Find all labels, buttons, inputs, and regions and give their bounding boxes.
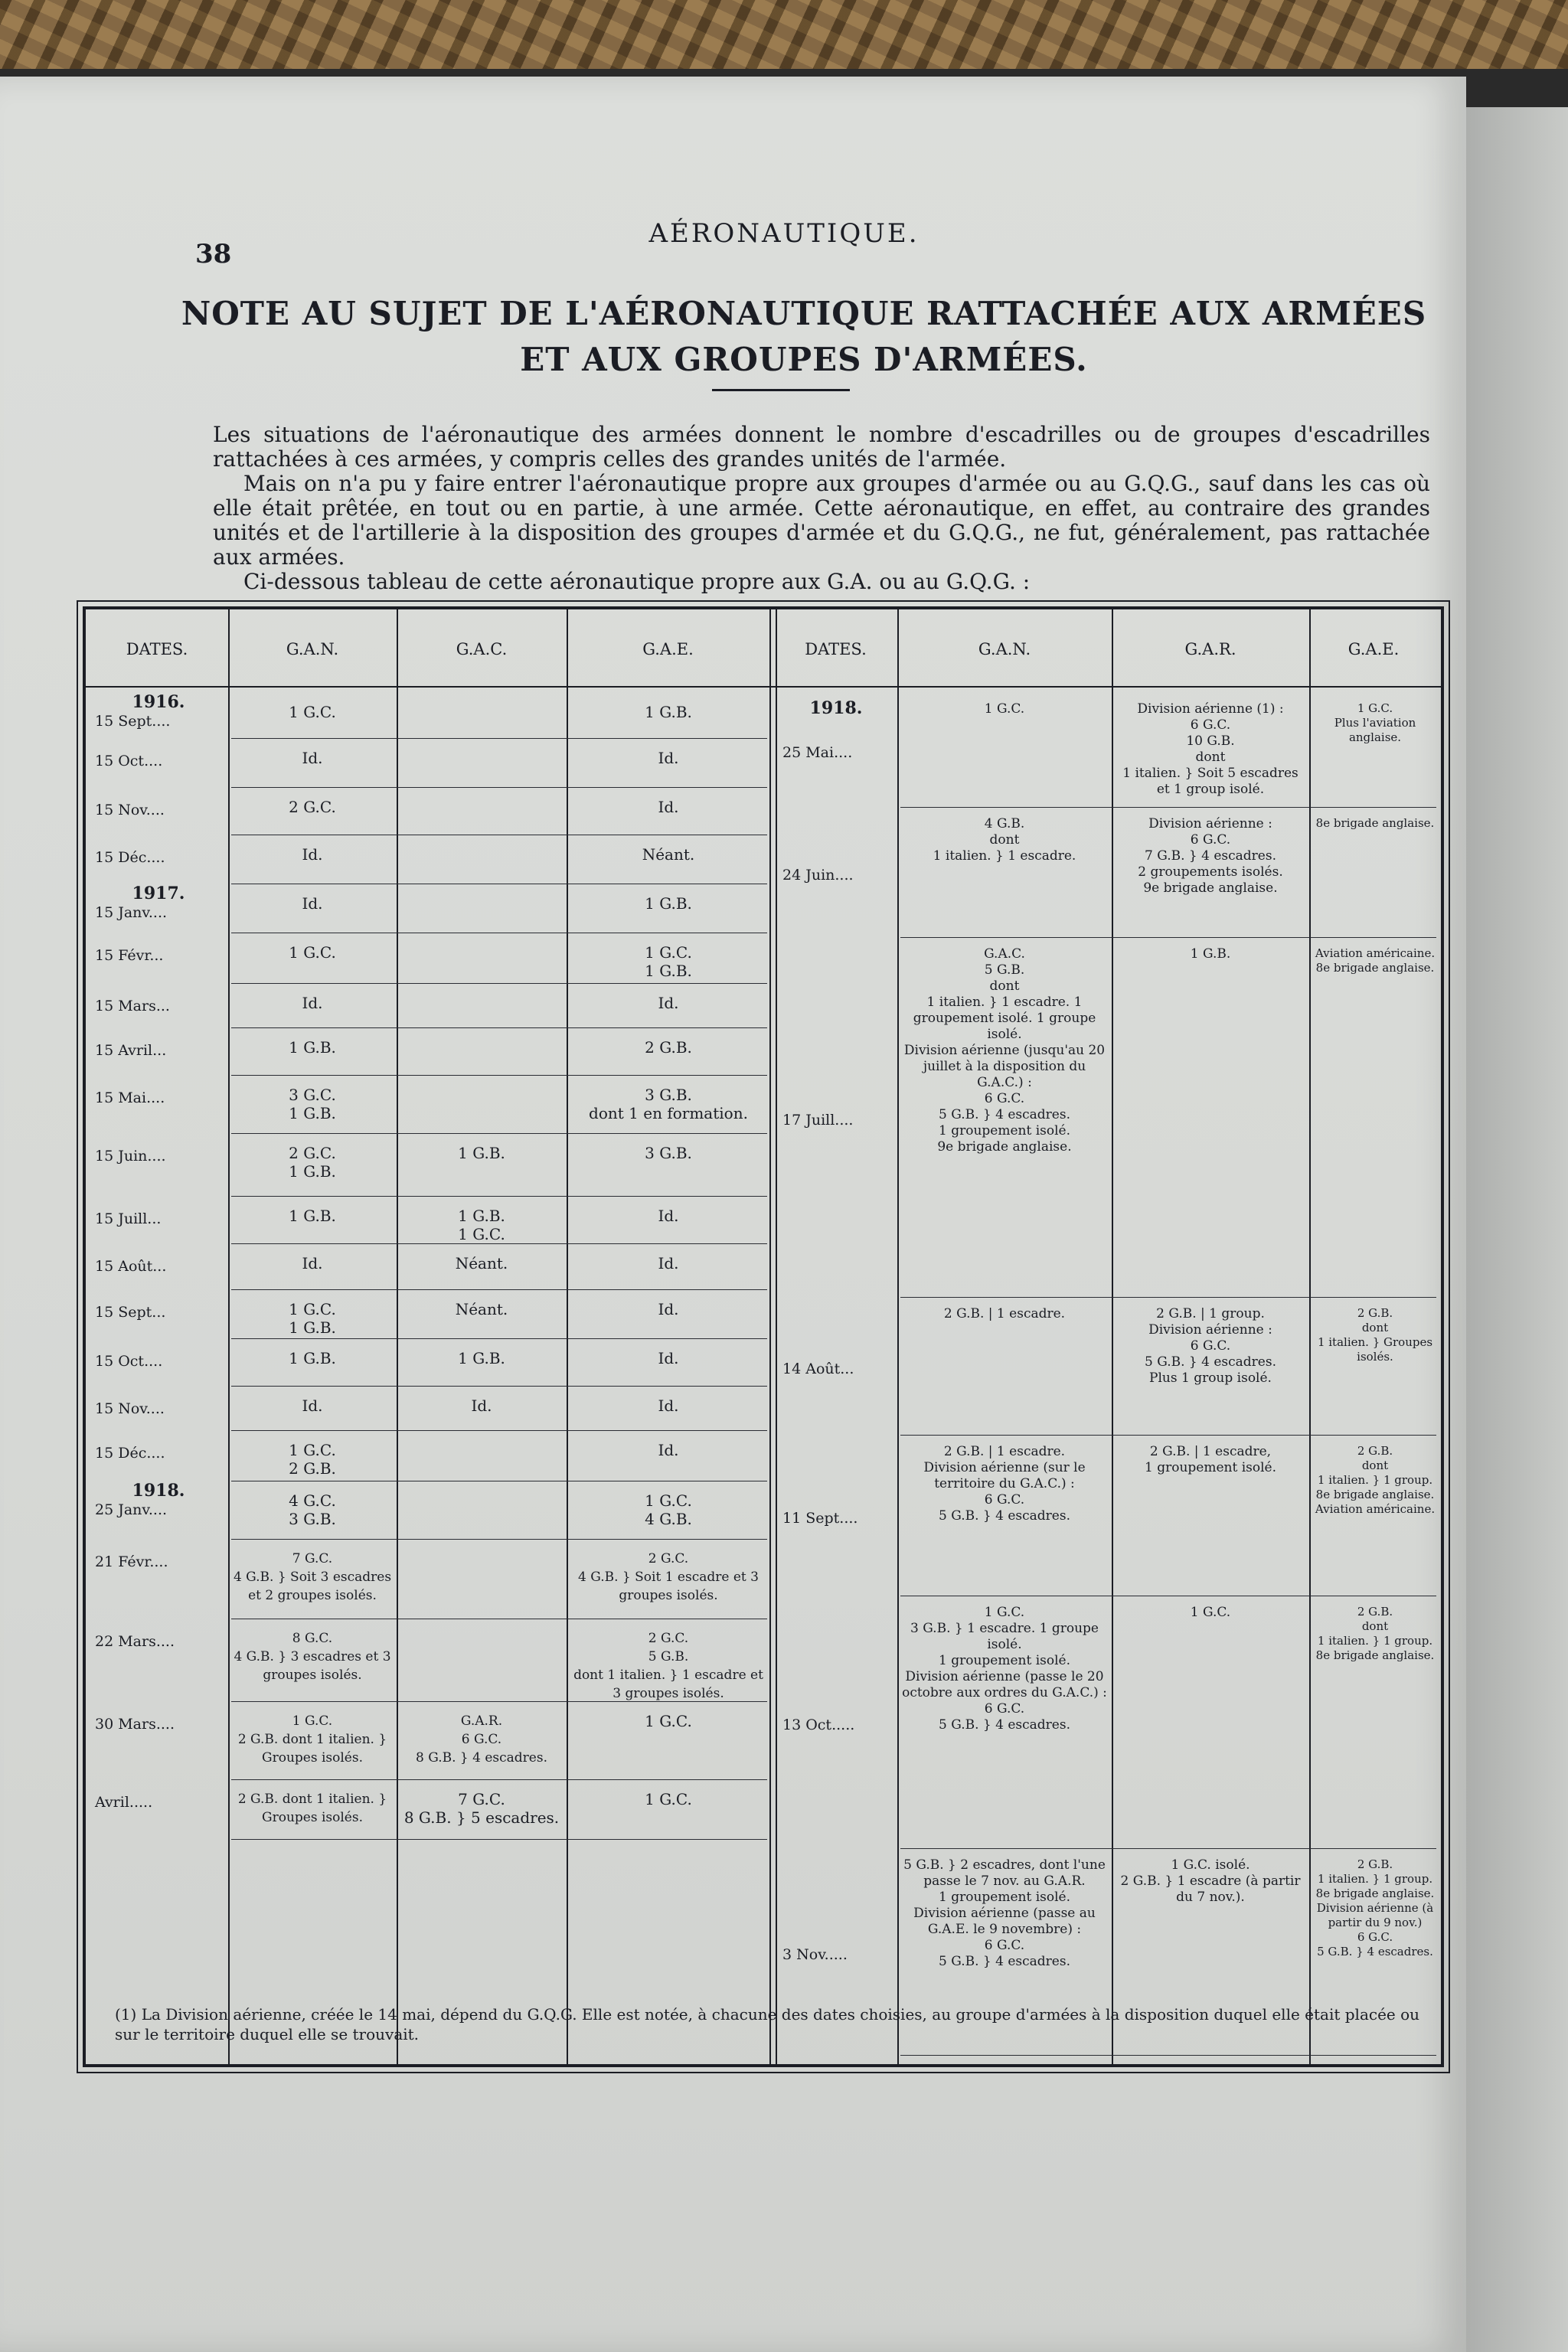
cell-gac: Id. — [471, 1396, 492, 1415]
column-rule — [1309, 609, 1311, 2064]
table-row-date: 17 Juill.... — [782, 1112, 854, 1129]
intro-paragraph: Ci-dessous tableau de cette aéronautique propre aux G.A. ou au G.Q.G. : — [243, 569, 1031, 594]
cell-gan: 1 G.C. — [984, 701, 1025, 717]
cell-gae: 1 G.C. Plus l'aviation anglaise. — [1334, 701, 1416, 744]
cell-gan: 1 G.C. 1 G.B. — [289, 1300, 336, 1337]
cell-gac: 1 G.B. — [458, 1144, 505, 1162]
cell-gae: Id. — [658, 1300, 679, 1318]
row-rule — [231, 1027, 767, 1028]
cell-gae: 1 G.C. 4 G.B. — [645, 1491, 692, 1528]
cell-gae: 2 G.B. dont 1 italien. } 1 group. 8e brigade anglaise. Aviation américaine. — [1315, 1444, 1436, 1516]
year-label: 1917. — [132, 884, 185, 903]
cell-gac: G.A.R. 6 G.C. 8 G.B. } 4 escadres. — [416, 1713, 547, 1766]
cell-gan: 2 G.C. — [289, 798, 336, 816]
header-gan-right: G.A.N. — [978, 640, 1031, 658]
header-gac-left: G.A.C. — [456, 640, 508, 658]
table-row-date: 15 Mars... — [95, 998, 170, 1014]
year-label: 1918. — [809, 698, 863, 718]
cell-gan: 2 G.B. | 1 escadre. Division aérienne (sur le territoire du G.A.C.) : 6 G.C. 5 G.B. } 4 escadres. — [923, 1444, 1086, 1524]
facing-page-edge — [1455, 107, 1568, 2352]
cell-gae: 1 G.C. — [645, 1790, 692, 1808]
cell-gan: 1 G.B. — [289, 1038, 336, 1057]
cell-gae: 3 G.B. — [645, 1144, 692, 1162]
cell-gac: Néant. — [455, 1300, 508, 1318]
table-row-date: 15 Sept.... — [95, 713, 171, 730]
cell-gan: Id. — [302, 994, 323, 1012]
table-row-date: 22 Mars.... — [95, 1633, 175, 1650]
table-row-date: 15 Nov.... — [95, 1400, 165, 1417]
row-rule — [231, 1779, 767, 1780]
cell-gae: Id. — [658, 1396, 679, 1415]
cell-gan: 7 G.C. 4 G.B. } Soit 3 escadres et 2 groupes isolés. — [233, 1551, 392, 1603]
column-double-rule — [769, 609, 777, 2064]
table-row-date: 15 Janv.... — [95, 904, 168, 921]
table-row-date: 15 Juill... — [95, 1210, 162, 1227]
column-rule — [397, 609, 398, 2064]
title-rule — [712, 389, 850, 391]
table-row-date: 13 Oct..... — [782, 1717, 855, 1733]
table-row-date: 15 Juin.... — [95, 1148, 166, 1165]
row-rule — [231, 1196, 767, 1197]
row-rule — [231, 1133, 767, 1134]
row-rule — [900, 807, 1436, 808]
cell-gae: 2 G.C. 5 G.B. dont 1 italien. } 1 escadre et 3 groupes isolés. — [573, 1631, 763, 1701]
row-rule — [231, 1075, 767, 1076]
header-gar-right: G.A.R. — [1184, 640, 1236, 658]
header-dates-right: DATES. — [805, 640, 867, 658]
cell-gan: Id. — [302, 845, 323, 864]
cell-gan: 5 G.B. } 2 escadres, dont l'une passe le 7 nov. au G.A.R. 1 groupement isolé. Division aérienne (passe au G.A.E. le 9 novembre) : 6 G.C. 5 G.B. } 4 escadres. — [903, 1857, 1106, 1969]
cell-gae: Id. — [658, 1349, 679, 1367]
cell-gan: 3 G.C. 1 G.B. — [289, 1086, 336, 1122]
cell-gan: 1 G.C. — [289, 943, 336, 962]
table-row-date: 14 Août... — [782, 1361, 854, 1377]
cell-gar: Division aérienne (1) : 6 G.C. 10 G.B. dont 1 italien. } Soit 5 escadres et 1 group isolé. — [1122, 701, 1298, 797]
cell-gar: Division aérienne : 6 G.C. 7 G.B. } 4 escadres. 2 groupements isolés. 9e brigade anglaise. — [1138, 816, 1283, 896]
running-head: AÉRONAUTIQUE. — [648, 218, 920, 249]
row-rule — [900, 937, 1436, 938]
column-rule — [897, 609, 899, 2064]
row-rule — [231, 1289, 767, 1290]
cell-gan: 1 G.B. — [289, 1207, 336, 1225]
cell-gae: Id. — [658, 1441, 679, 1459]
cell-gae: 2 G.C. 4 G.B. } Soit 1 escadre et 3 groupes isolés. — [578, 1551, 759, 1603]
cell-gae: Néant. — [642, 845, 695, 864]
row-rule — [231, 738, 767, 739]
cell-gan: 2 G.B. | 1 escadre. — [943, 1306, 1066, 1321]
cell-gae: Id. — [658, 749, 679, 767]
row-rule — [900, 1848, 1436, 1849]
table-row-date: 15 Déc.... — [95, 1445, 165, 1462]
table-row-date: 15 Sept... — [95, 1304, 166, 1321]
row-rule — [900, 1297, 1436, 1298]
intro-paragraph: Les situations de l'aéronautique des armées donnent le nombre d'escadrilles ou de groupes d'escadrilles rattachées à ces armées, y compris celles des grandes unités de l'armée. — [213, 422, 1430, 472]
cell-gae: 1 G.B. — [645, 894, 692, 913]
cell-gae: 1 G.B. — [645, 703, 692, 721]
table-row-date: 15 Oct.... — [95, 1353, 163, 1370]
row-rule — [900, 2055, 1436, 2056]
title-line-2: ET AUX GROUPES D'ARMÉES. — [520, 341, 1088, 378]
cell-gan: 4 G.B. dont 1 italien. } 1 escadre. — [933, 816, 1076, 864]
header-gae-right: G.A.E. — [1348, 640, 1400, 658]
cell-gae: Id. — [658, 798, 679, 816]
cell-gan: 2 G.C. 1 G.B. — [289, 1144, 336, 1181]
intro-paragraph: Mais on n'a pu y faire entrer l'aéronautique propre aux groupes d'armée ou au G.Q.G., sauf dans les cas où elle était prêtée, en tout ou en partie, à une armée. Cette aéronautique, en effet, au contraire des grandes unités et de l'artillerie à la disposition des groupes d'armée et du G.Q.G., ne fut, généralement, pas rattachée aux armées. — [213, 471, 1430, 570]
year-label: 1916. — [132, 692, 185, 712]
table-row-date: 15 Mai.... — [95, 1089, 165, 1106]
table-row-date: 3 Nov..... — [782, 1946, 848, 1963]
cell-gan: 8 G.C. 4 G.B. } 3 escadres et 3 groupes isolés. — [234, 1631, 391, 1683]
cell-gan: 1 G.C. — [289, 703, 336, 721]
page-number: 38 — [195, 239, 232, 270]
row-rule — [231, 1430, 767, 1431]
year-label: 1918. — [132, 1481, 185, 1501]
cell-gar: 1 G.C. isolé. 2 G.B. } 1 escadre (à partir du 7 nov.). — [1120, 1857, 1301, 1905]
cell-gae: 3 G.B. dont 1 en formation. — [589, 1086, 748, 1122]
cell-gac: 7 G.C. 8 G.B. } 5 escadres. — [403, 1790, 560, 1827]
header-gae-left: G.A.E. — [642, 640, 694, 658]
table-row-date: 15 Août... — [95, 1258, 167, 1275]
cell-gan: 1 G.B. — [289, 1349, 336, 1367]
table-row-date: 30 Mars.... — [95, 1716, 175, 1733]
table-row-date: 15 Oct.... — [95, 753, 163, 769]
row-rule — [231, 1386, 767, 1387]
page-title — [0, 291, 1568, 383]
cell-gan: G.A.C. 5 G.B. dont 1 italien. } 1 escadre. 1 groupement isolé. 1 groupe isolé. Division aérienne (jusqu'au 20 juillet à la disposition du G.A.C.) : 6 G.C. 5 G.B. } 4 escadres. 1 groupement isolé. 9e brigade anglaise. — [903, 946, 1106, 1155]
cell-gae: Id. — [658, 1254, 679, 1272]
cell-gae: Id. — [658, 994, 679, 1012]
cell-gan: Id. — [302, 1396, 323, 1415]
title-line-1: NOTE AU SUJET DE L'AÉRONAUTIQUE RATTACHÉE AUX ARMÉES — [181, 295, 1427, 332]
header-rule — [86, 686, 1441, 688]
table-row-date: 15 Avril... — [95, 1042, 167, 1059]
cell-gae: 2 G.B. 1 italien. } 1 group. 8e brigade anglaise. Division aérienne (à partir du 9 nov.) 6 G.C. 5 G.B. } 4 escadres. — [1315, 1857, 1435, 1958]
cell-gae: 2 G.B. — [645, 1038, 692, 1057]
cell-gae: 1 G.C. — [645, 1712, 692, 1730]
row-rule — [231, 787, 767, 788]
table-row-date: Avril..... — [95, 1794, 153, 1811]
cell-gar: 2 G.B. | 1 group. Division aérienne : 6 G.C. 5 G.B. } 4 escadres. Plus 1 group isolé. — [1145, 1306, 1276, 1386]
column-rule — [567, 609, 568, 2064]
footnote: (1) La Division aérienne, créée le 14 mai, dépend du G.Q.G. Elle est notée, à chacune des dates choisies, au groupe d'armées à la disposition duquel elle était placée ou sur le territoire duquel elle se trouvait. — [115, 2005, 1420, 2043]
cell-gae: Id. — [658, 1207, 679, 1225]
column-rule — [228, 609, 230, 2064]
cell-gan: 1 G.C. 3 G.B. } 1 escadre. 1 groupe isolé. 1 groupement isolé. Division aérienne (passe le 20 octobre aux ordres du G.A.C.) : 6 G.C. 5 G.B. } 4 escadres. — [902, 1605, 1107, 1733]
table-row-date: 24 Juin.... — [782, 867, 854, 884]
table-row-date: 15 Nov.... — [95, 802, 165, 818]
cell-gae: 2 G.B. dont 1 italien. } Groupes isolés. — [1317, 1306, 1433, 1364]
cell-gac: 1 G.B. — [458, 1349, 505, 1367]
table-row-date: 15 Déc.... — [95, 849, 165, 866]
table-row-date: 15 Févr... — [95, 947, 164, 964]
cell-gae: 2 G.B. dont 1 italien. } 1 group. 8e brigade anglaise. — [1315, 1605, 1435, 1662]
row-rule — [231, 1539, 767, 1540]
table-row-date: 21 Févr.... — [95, 1553, 168, 1570]
table-row-date: 25 Mai.... — [782, 744, 853, 761]
cell-gan: 4 G.C. 3 G.B. — [289, 1491, 336, 1528]
cell-gar: 2 G.B. | 1 escadre, 1 groupement isolé. — [1144, 1444, 1277, 1475]
cell-gae: 1 G.C. 1 G.B. — [645, 943, 692, 980]
cell-gae: Aviation américaine. 8e brigade anglaise. — [1315, 946, 1436, 975]
table-row-date: 25 Janv.... — [95, 1501, 168, 1518]
intro-text — [213, 423, 1430, 594]
cell-gan: 1 G.C. 2 G.B. — [289, 1441, 336, 1478]
row-rule — [900, 1435, 1436, 1436]
row-rule — [231, 1701, 767, 1702]
header-gan-left: G.A.N. — [286, 640, 339, 658]
row-rule — [231, 983, 767, 984]
cell-gac: Néant. — [455, 1254, 508, 1272]
header-dates-left: DATES. — [126, 640, 188, 658]
column-rule — [1112, 609, 1113, 2064]
cell-gar: 1 G.B. — [1190, 946, 1231, 962]
table-row-date: 11 Sept.... — [782, 1510, 858, 1527]
cell-gar: 1 G.C. — [1190, 1605, 1231, 1620]
row-rule — [231, 1839, 767, 1840]
cell-gac: 1 G.B. 1 G.C. — [458, 1207, 505, 1243]
aeronautics-table — [83, 606, 1444, 2067]
cell-gan: Id. — [302, 749, 323, 767]
row-rule — [231, 1243, 767, 1244]
cell-gae: 8e brigade anglaise. — [1315, 816, 1435, 830]
cell-gan: Id. — [302, 894, 323, 913]
cell-gan: Id. — [302, 1254, 323, 1272]
cell-gan: 1 G.C. 2 G.B. dont 1 italien. } Groupes isolés. — [237, 1713, 387, 1766]
cell-gan: 2 G.B. dont 1 italien. } Groupes isolés. — [237, 1792, 387, 1825]
row-rule — [231, 1338, 767, 1339]
